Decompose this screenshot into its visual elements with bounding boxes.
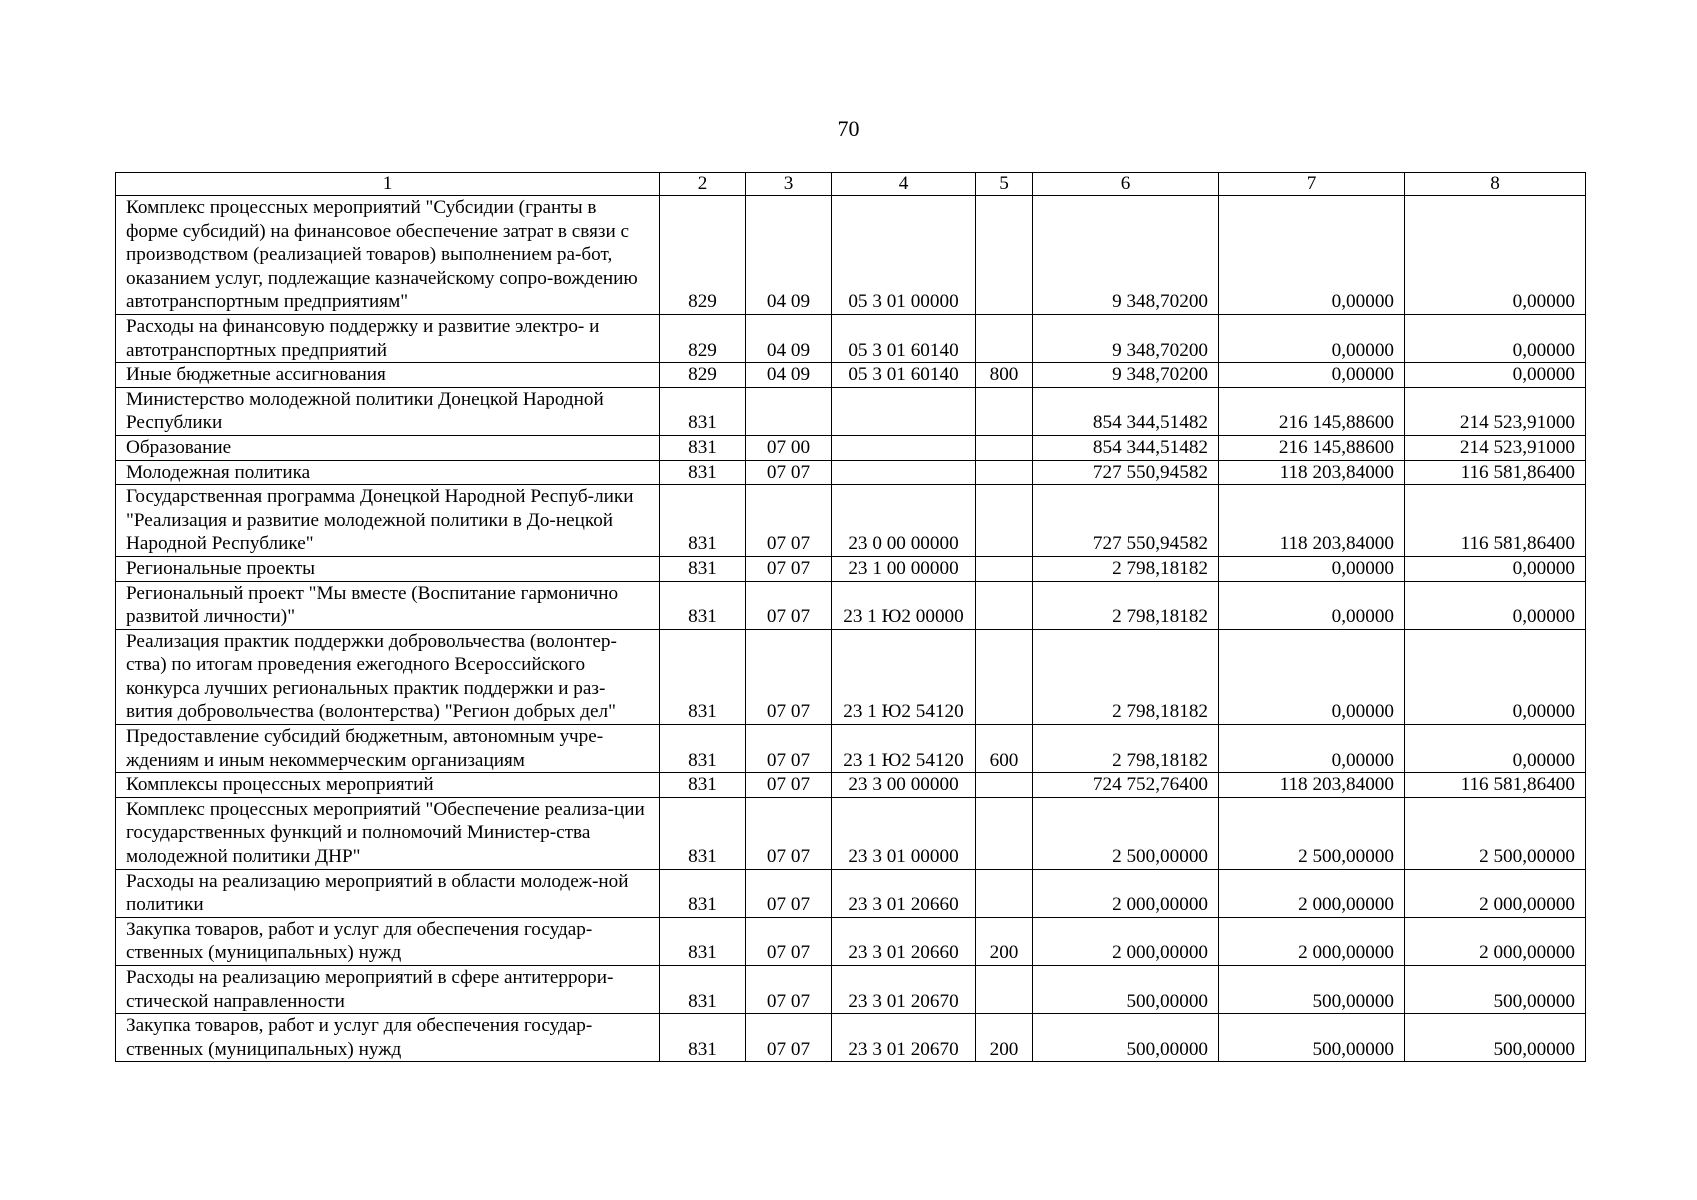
target-article-cell: 23 3 01 20670: [832, 1014, 976, 1062]
amount-col7-cell: 118 203,84000: [1219, 460, 1405, 485]
ministry-code-cell: 829: [660, 314, 746, 362]
amount-col6-cell: 2 000,00000: [1033, 869, 1219, 917]
amount-col8-cell: 0,00000: [1405, 363, 1586, 388]
expense-type-cell: [976, 387, 1033, 435]
row-name-cell: Закупка товаров, работ и услуг для обеспечения государ-ственных (муниципальных) нужд: [116, 917, 660, 965]
expense-type-cell: [976, 556, 1033, 581]
amount-col6-cell: 727 550,94582: [1033, 460, 1219, 485]
expense-type-cell: [976, 581, 1033, 629]
column-header: 7: [1219, 173, 1405, 196]
amount-col8-cell: 2 000,00000: [1405, 869, 1586, 917]
section-code-cell: 04 09: [746, 196, 832, 315]
section-code-cell: 04 09: [746, 314, 832, 362]
section-code-cell: 07 00: [746, 435, 832, 460]
section-code-cell: [746, 387, 832, 435]
amount-col7-cell: 500,00000: [1219, 966, 1405, 1014]
ministry-code-cell: 831: [660, 435, 746, 460]
section-code-cell: 07 07: [746, 485, 832, 557]
ministry-code-cell: 831: [660, 387, 746, 435]
expense-type-cell: [976, 314, 1033, 362]
target-article-cell: 23 3 01 00000: [832, 797, 976, 869]
amount-col8-cell: 500,00000: [1405, 1014, 1586, 1062]
target-article-cell: 23 3 01 20670: [832, 966, 976, 1014]
amount-col6-cell: 9 348,70200: [1033, 196, 1219, 315]
amount-col8-cell: 116 581,86400: [1405, 773, 1586, 798]
target-article-cell: 23 3 01 20660: [832, 869, 976, 917]
section-code-cell: 07 07: [746, 917, 832, 965]
row-name-cell: Предоставление субсидий бюджетным, автономным учре-ждениям и иным некоммерческим организациям: [116, 725, 660, 773]
ministry-code-cell: 831: [660, 581, 746, 629]
amount-col6-cell: 2 798,18182: [1033, 725, 1219, 773]
expense-type-cell: 600: [976, 725, 1033, 773]
expense-type-cell: [976, 196, 1033, 315]
column-header: 2: [660, 173, 746, 196]
expense-type-cell: 200: [976, 917, 1033, 965]
amount-col8-cell: 2 500,00000: [1405, 797, 1586, 869]
amount-col6-cell: 2 798,18182: [1033, 556, 1219, 581]
row-name-cell: Расходы на реализацию мероприятий в сфере антитеррори-стической направленности: [116, 966, 660, 1014]
ministry-code-cell: 831: [660, 966, 746, 1014]
expense-type-cell: [976, 966, 1033, 1014]
column-header: 4: [832, 173, 976, 196]
ministry-code-cell: 831: [660, 485, 746, 557]
target-article-cell: [832, 460, 976, 485]
table-row: [116, 629, 1586, 724]
amount-col6-cell: 724 752,76400: [1033, 773, 1219, 798]
table-row: [116, 435, 1586, 460]
expense-type-cell: [976, 869, 1033, 917]
target-article-cell: 05 3 01 00000: [832, 196, 976, 315]
ministry-code-cell: 831: [660, 725, 746, 773]
row-name-cell: Комплекс процессных мероприятий "Субсидии (гранты в форме субсидий) на финансовое обеспечение затрат в связи с производством (реализацией товаров) выполнением ра-бот, оказанием услуг, подлежащие казначейскому сопро-вождению автотранспортным предприятиям": [116, 196, 660, 315]
row-name-cell: Государственная программа Донецкой Народной Респуб-лики "Реализация и развитие молодежной политики в До-нецкой Народной Республике": [116, 485, 660, 557]
amount-col6-cell: 2 500,00000: [1033, 797, 1219, 869]
column-header: 1: [116, 173, 660, 196]
amount-col7-cell: 216 145,88600: [1219, 387, 1405, 435]
ministry-code-cell: 829: [660, 363, 746, 388]
target-article-cell: 23 0 00 00000: [832, 485, 976, 557]
section-code-cell: 04 09: [746, 363, 832, 388]
amount-col6-cell: 500,00000: [1033, 966, 1219, 1014]
amount-col6-cell: 2 000,00000: [1033, 917, 1219, 965]
table-row: [116, 363, 1586, 388]
target-article-cell: 23 1 Ю2 00000: [832, 581, 976, 629]
amount-col7-cell: 0,00000: [1219, 363, 1405, 388]
ministry-code-cell: 831: [660, 917, 746, 965]
table-body: [116, 196, 1586, 1062]
amount-col6-cell: 727 550,94582: [1033, 485, 1219, 557]
amount-col7-cell: 216 145,88600: [1219, 435, 1405, 460]
row-name-cell: Расходы на реализацию мероприятий в области молодеж-ной политики: [116, 869, 660, 917]
target-article-cell: 05 3 01 60140: [832, 363, 976, 388]
amount-col7-cell: 118 203,84000: [1219, 485, 1405, 557]
table-row: [116, 387, 1586, 435]
amount-col6-cell: 854 344,51482: [1033, 435, 1219, 460]
amount-col7-cell: 500,00000: [1219, 1014, 1405, 1062]
budget-table: [115, 172, 1586, 1062]
column-header: 5: [976, 173, 1033, 196]
section-code-cell: 07 07: [746, 797, 832, 869]
amount-col6-cell: 9 348,70200: [1033, 314, 1219, 362]
amount-col8-cell: 214 523,91000: [1405, 435, 1586, 460]
expense-type-cell: [976, 797, 1033, 869]
ministry-code-cell: 831: [660, 556, 746, 581]
target-article-cell: 23 1 Ю2 54120: [832, 725, 976, 773]
table-row: [116, 725, 1586, 773]
column-header: 8: [1405, 173, 1586, 196]
amount-col8-cell: 116 581,86400: [1405, 460, 1586, 485]
expense-type-cell: 200: [976, 1014, 1033, 1062]
table-row: [116, 314, 1586, 362]
section-code-cell: 07 07: [746, 1014, 832, 1062]
expense-type-cell: [976, 460, 1033, 485]
ministry-code-cell: 829: [660, 196, 746, 315]
amount-col6-cell: 500,00000: [1033, 1014, 1219, 1062]
section-code-cell: 07 07: [746, 773, 832, 798]
row-name-cell: Закупка товаров, работ и услуг для обеспечения государ-ственных (муниципальных) нужд: [116, 1014, 660, 1062]
expense-type-cell: [976, 485, 1033, 557]
row-name-cell: Комплекс процессных мероприятий "Обеспечение реализа-ции государственных функций и полномочий Министер-ства молодежной политики ДНР": [116, 797, 660, 869]
amount-col7-cell: 0,00000: [1219, 556, 1405, 581]
ministry-code-cell: 831: [660, 773, 746, 798]
expense-type-cell: [976, 629, 1033, 724]
column-number-row: [116, 173, 1586, 196]
target-article-cell: 23 3 00 00000: [832, 773, 976, 798]
section-code-cell: 07 07: [746, 629, 832, 724]
expense-type-cell: [976, 435, 1033, 460]
ministry-code-cell: 831: [660, 1014, 746, 1062]
section-code-cell: 07 07: [746, 869, 832, 917]
table-row: [116, 1014, 1586, 1062]
row-name-cell: Комплексы процессных мероприятий: [116, 773, 660, 798]
target-article-cell: [832, 387, 976, 435]
amount-col8-cell: 0,00000: [1405, 556, 1586, 581]
row-name-cell: Министерство молодежной политики Донецкой Народной Республики: [116, 387, 660, 435]
amount-col7-cell: 2 000,00000: [1219, 869, 1405, 917]
amount-col8-cell: 0,00000: [1405, 725, 1586, 773]
section-code-cell: 07 07: [746, 581, 832, 629]
table-row: [116, 581, 1586, 629]
amount-col7-cell: 2 000,00000: [1219, 917, 1405, 965]
amount-col7-cell: 0,00000: [1219, 629, 1405, 724]
amount-col8-cell: 2 000,00000: [1405, 917, 1586, 965]
amount-col7-cell: 0,00000: [1219, 725, 1405, 773]
amount-col8-cell: 0,00000: [1405, 581, 1586, 629]
amount-col8-cell: 0,00000: [1405, 629, 1586, 724]
expense-type-cell: 800: [976, 363, 1033, 388]
amount-col7-cell: 0,00000: [1219, 314, 1405, 362]
expense-type-cell: [976, 773, 1033, 798]
table-row: [116, 485, 1586, 557]
table-row: [116, 869, 1586, 917]
row-name-cell: Расходы на финансовую поддержку и развитие электро- и автотранспортных предприятий: [116, 314, 660, 362]
section-code-cell: 07 07: [746, 725, 832, 773]
row-name-cell: Реализация практик поддержки добровольчества (волонтер-ства) по итогам проведения ежегодного Всероссийского конкурса лучших региональных практик поддержки и раз-вития добровольчества (волонтерства) "Регион добрых дел": [116, 629, 660, 724]
row-name-cell: Региональные проекты: [116, 556, 660, 581]
amount-col6-cell: 2 798,18182: [1033, 581, 1219, 629]
ministry-code-cell: 831: [660, 797, 746, 869]
section-code-cell: 07 07: [746, 966, 832, 1014]
amount-col6-cell: 2 798,18182: [1033, 629, 1219, 724]
table-row: [116, 773, 1586, 798]
amount-col6-cell: 854 344,51482: [1033, 387, 1219, 435]
ministry-code-cell: 831: [660, 629, 746, 724]
row-name-cell: Образование: [116, 435, 660, 460]
target-article-cell: 23 3 01 20660: [832, 917, 976, 965]
amount-col8-cell: 214 523,91000: [1405, 387, 1586, 435]
table-row: [116, 556, 1586, 581]
table-row: [116, 797, 1586, 869]
table-row: [116, 196, 1586, 315]
column-header: 6: [1033, 173, 1219, 196]
amount-col8-cell: 116 581,86400: [1405, 485, 1586, 557]
amount-col7-cell: 0,00000: [1219, 196, 1405, 315]
target-article-cell: [832, 435, 976, 460]
target-article-cell: 05 3 01 60140: [832, 314, 976, 362]
target-article-cell: 23 1 Ю2 54120: [832, 629, 976, 724]
ministry-code-cell: 831: [660, 460, 746, 485]
amount-col7-cell: 0,00000: [1219, 581, 1405, 629]
table-row: [116, 460, 1586, 485]
section-code-cell: 07 07: [746, 556, 832, 581]
page-number: 70: [837, 116, 860, 141]
table-row: [116, 917, 1586, 965]
section-code-cell: 07 07: [746, 460, 832, 485]
ministry-code-cell: 831: [660, 869, 746, 917]
amount-col8-cell: 0,00000: [1405, 196, 1586, 315]
amount-col8-cell: 0,00000: [1405, 314, 1586, 362]
amount-col6-cell: 9 348,70200: [1033, 363, 1219, 388]
table-row: [116, 966, 1586, 1014]
row-name-cell: Молодежная политика: [116, 460, 660, 485]
amount-col8-cell: 500,00000: [1405, 966, 1586, 1014]
row-name-cell: Иные бюджетные ассигнования: [116, 363, 660, 388]
column-header: 3: [746, 173, 832, 196]
row-name-cell: Региональный проект "Мы вместе (Воспитание гармонично развитой личности)": [116, 581, 660, 629]
target-article-cell: 23 1 00 00000: [832, 556, 976, 581]
amount-col7-cell: 2 500,00000: [1219, 797, 1405, 869]
amount-col7-cell: 118 203,84000: [1219, 773, 1405, 798]
